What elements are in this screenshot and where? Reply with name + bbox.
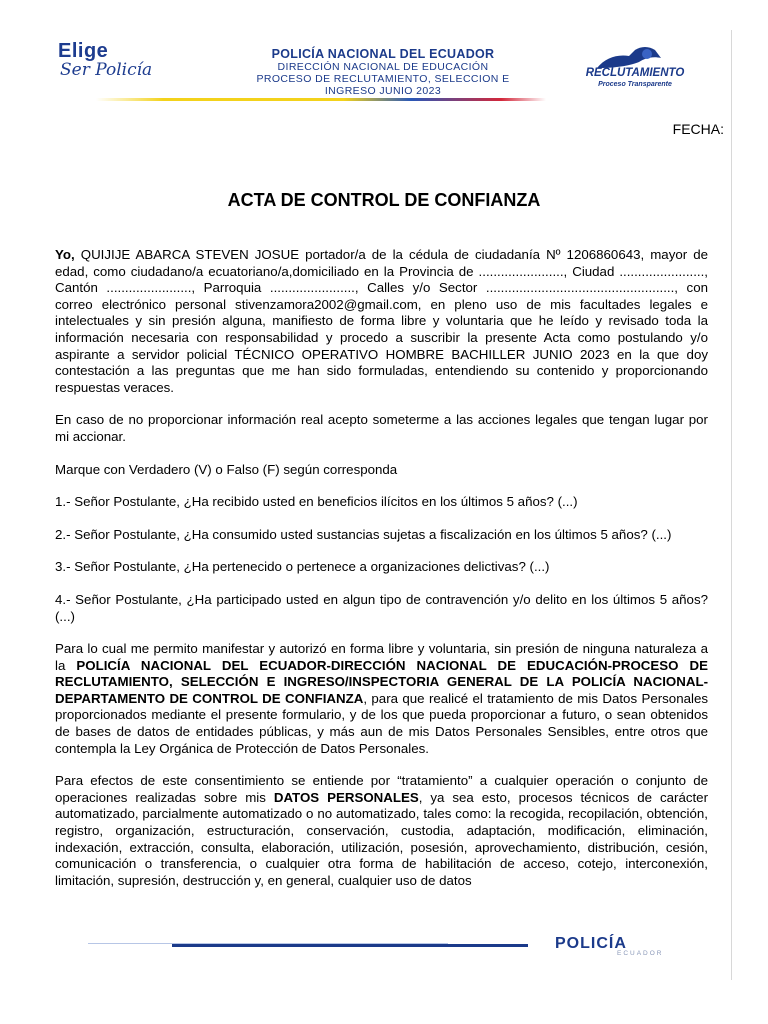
footer-logo-word: POLICÍA [555, 935, 627, 952]
org-line-3: INGRESO JUNIO 2023 [324, 85, 442, 97]
org-title: POLICÍA NACIONAL DEL ECUADOR [271, 47, 495, 61]
reclutamiento-logo [565, 40, 705, 100]
declaration-text: QUIJIJE ABARCA STEVEN JOSUE portador/a de la cédula de ciudadanía Nº 1206860643, mayor de edad, como ciudadano/a ecuatoriano/a,domiciliado en la Provincia de ......................., Ciudad ......................., Cantón ......................., Parroquia ......................., Calles y/o Sector ..................................................., con correo electrónico personal stivenzamora2002@gmail.com, en pleno uso de mis facultades legales e intelectuales y sin presión alguna, manifiesto de forma libre y voluntaria que he leído y revisado toda la información necesaria con responsabilidad y procedo a suscribir la presente Acta como postulando y/o aspirante a servidor policial TÉCNICO OPERATIVO HOMBRE BACHILLER JUNIO 2023 en la que doy contestación a las preguntas que me han sido formuladas, entendiendo su contenido y proporcionando respuestas veraces. [55, 247, 708, 395]
question-3: 3.- Señor Postulante, ¿Ha pertenecido o pertenece a organizaciones delictivas? (...) [55, 559, 550, 575]
treatment-pre: Para efectos de este consentimiento se entiende por “tratamiento” a cualquier operación o conjunto de operaciones realizadas sobre mis [55, 773, 708, 805]
document-body [55, 247, 708, 889]
question-1: 1.- Señor Postulante, ¿Ha recibido usted en beneficios ilícitos en los últimos 5 años? (...) [55, 494, 578, 510]
reclutamiento-sub: Proceso Transparente [598, 81, 672, 88]
paragraph-legal-consequences: En caso de no proporcionar información real acepto someterme a las acciones legales que tengan lugar por mi accionar. [55, 412, 708, 444]
document-title: ACTA DE CONTROL DE CONFIANZA [227, 190, 541, 210]
paragraph-instructions: Marque con Verdadero (V) o Falso (F) según corresponda [55, 461, 398, 477]
org-line-2: PROCESO DE RECLUTAMIENTO, SELECCION E [256, 73, 510, 85]
org-block [218, 47, 548, 97]
org-line-1: DIRECCIÓN NACIONAL DE EDUCACIÓN [277, 61, 489, 73]
reclutamiento-word: RECLUTAMIENTO [585, 67, 685, 79]
question-4: 4.- Señor Postulante, ¿Ha participado usted en algun tipo de contravención y/o delito en los últimos 5 años? (...) [55, 591, 708, 624]
treatment-post: , ya sea esto, procesos técnicos de carácter automatizado, parcialmente automatizado o no automatizado, tales como: la recogida, recopilación, obtención, registro, organización, estructuración, conservación, custodia, adaptación, modificación, eliminación, indexación, extracción, consulta, elaboración, utilización, posesión, aprovechamiento, distribución, cesión, comunicación o transferencia, o cualquier otra forma de habilitación de acceso, cotejo, interconexión, limitación, supresión, destrucción y, en general, cualquier uso de datos [55, 789, 709, 888]
footer-line-thick [172, 944, 528, 947]
paragraph-authorization [55, 641, 708, 757]
treatment-bold: DATOS PERSONALES [273, 789, 419, 805]
fecha-label: FECHA: [672, 121, 724, 137]
declaration-lead: Yo, [55, 247, 75, 262]
brand-ser-policia: Ser Policía [60, 60, 153, 80]
question-2: 2.- Señor Postulante, ¿Ha consumido usted sustancias sujetas a fiscalización en los últimos 5 años? (...) [55, 526, 672, 542]
authorization-entity: POLICÍA NACIONAL DEL ECUADOR-DIRECCIÓN NACIONAL DE EDUCACIÓN-PROCESO DE RECLUTAMIENTO, SELECCIÓN E INGRESO/INSPECTORIA GENERAL DE LA POLICÍA NACIONAL-DEPARTAMENTO DE CONTROL DE CONFIANZA [55, 657, 709, 706]
brand-elige: Elige [58, 40, 109, 62]
page-edge [731, 30, 732, 980]
footer-policia-logo [555, 935, 685, 957]
footer-logo-sub: ECUADOR [617, 950, 664, 957]
flag-bar [96, 98, 546, 101]
paragraph-declaration [55, 247, 708, 396]
authorization-pre: Para lo cual me permito manifestar y autorizó en forma libre y voluntaria, sin presión de ninguna naturaleza a la [55, 641, 708, 673]
paragraph-treatment [55, 773, 708, 889]
authorization-post: , para que realicé el tratamiento de mis Datos Personales proporcionados mediante el presente formulario, y de los que pueda proporcionar a futuro, o sean obtenidos de bases de datos de entidades públicas, y más aun de mis Datos Personales Sensibles, entre otros que contempla la Ley Orgánica de Protección de Datos Personales. [55, 690, 708, 756]
